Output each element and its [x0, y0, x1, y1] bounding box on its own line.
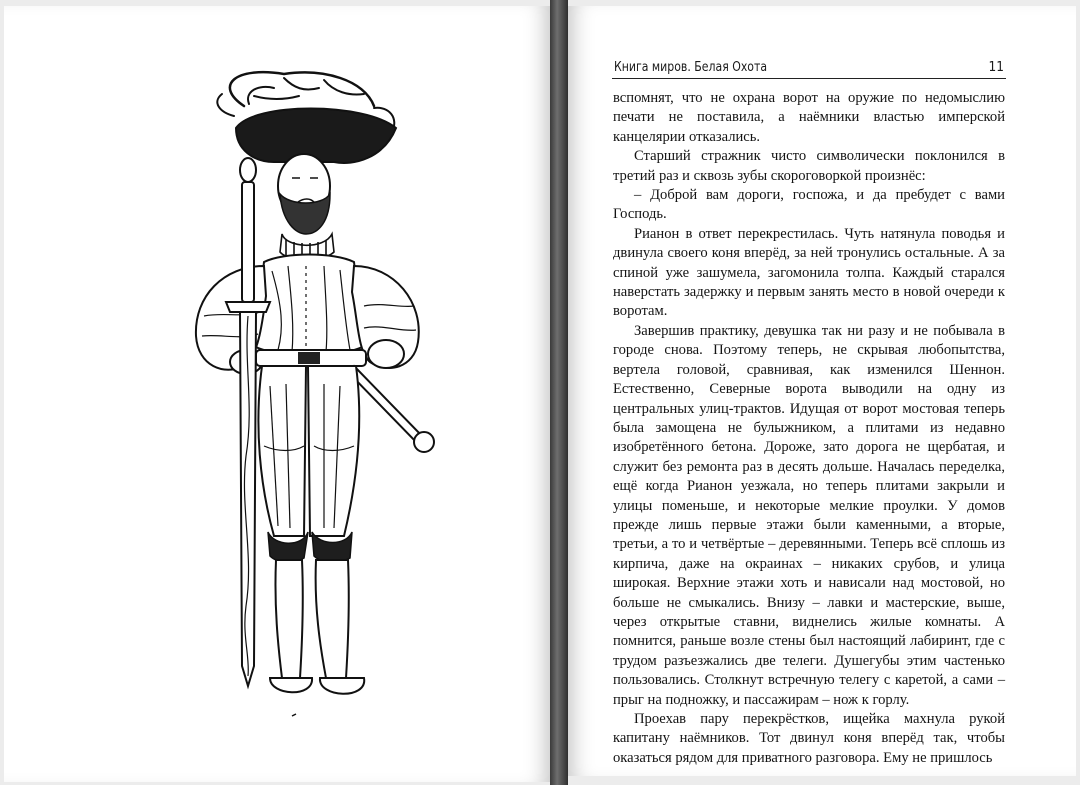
page-number: 11	[988, 59, 1004, 75]
paragraph: вспомнят, что не охрана ворот на оружие по недомыслию печати не поставила, а наёмники властью имперской канцелярии отказались.	[613, 90, 1005, 145]
paragraph: Старший стражник чисто символически поклонился в третий раз и сквозь зубы скороговоркой произнёс:	[613, 148, 1005, 184]
paragraph: Проехав пару перекрёстков, ищейка махнула рукой капитану наёмников. Тот двинул коня вперёд так, чтобы оказаться рядом для приватного разговора. Ему не пришлось	[613, 711, 1005, 766]
paragraph: Рианон в ответ перекрестилась. Чуть натянула поводья и двинула своего коня вперёд, за ней тронулись остальные. А за спиной уже зашумела, загомонила толпа. Каждый старался наверстать задержку и первым занять место в новой очереди к воротам.	[613, 225, 1005, 320]
paragraph: – Доброй вам дороги, госпожа, и да пребудет с вами Господь.	[613, 187, 1005, 223]
running-header	[612, 58, 1006, 79]
running-header-title: Книга миров. Белая Охота	[614, 59, 768, 75]
left-page	[4, 6, 550, 782]
book-gutter	[550, 0, 568, 785]
paragraph: Завершив практику, девушка так ни разу и не побывала в городе снова. Поэтому теперь, не скрывая любопытства, вертела головой, сравнивая, как изменился Шеннон. Естественно, Северные ворота выводили на одну из центральных улиц-трактов. Идущая от ворот мостовая теперь была замощена не булыжником, а плитами из недавно изобретённого бетона. Дороже, зато дорога не щербатая, и служит без ремонта раз в десять дольше. Началась переделка, ещё когда Рианон уезжала, но теперь плитами закрыли и улицы поменьше, и некоторые мелкие проулки. У домов прежде лишь первые этажи были каменными, а вторые, третьи, а то и четвёртые – деревянными. Теперь всё сплошь из кирпича, даже на окраинах – никаких срубов, и улица широкая. Верхние этажи хоть и нависали над мостовой, но больше не смыкались. Внизу – лавки и мастерские, выше, через открытые ставни, виднелись жилые комнаты. А помнится, раньше возле стены был настоящий лабиринт, где с трудом разъезжались две телеги. Душегубы этим частенько пользовались. Столкнут встречную телегу с каретой, а сами – прыг на подножку, и пассажирам – нож к горлу.	[613, 322, 1005, 708]
landsknecht-illustration	[174, 66, 444, 726]
body-text	[613, 89, 1005, 768]
